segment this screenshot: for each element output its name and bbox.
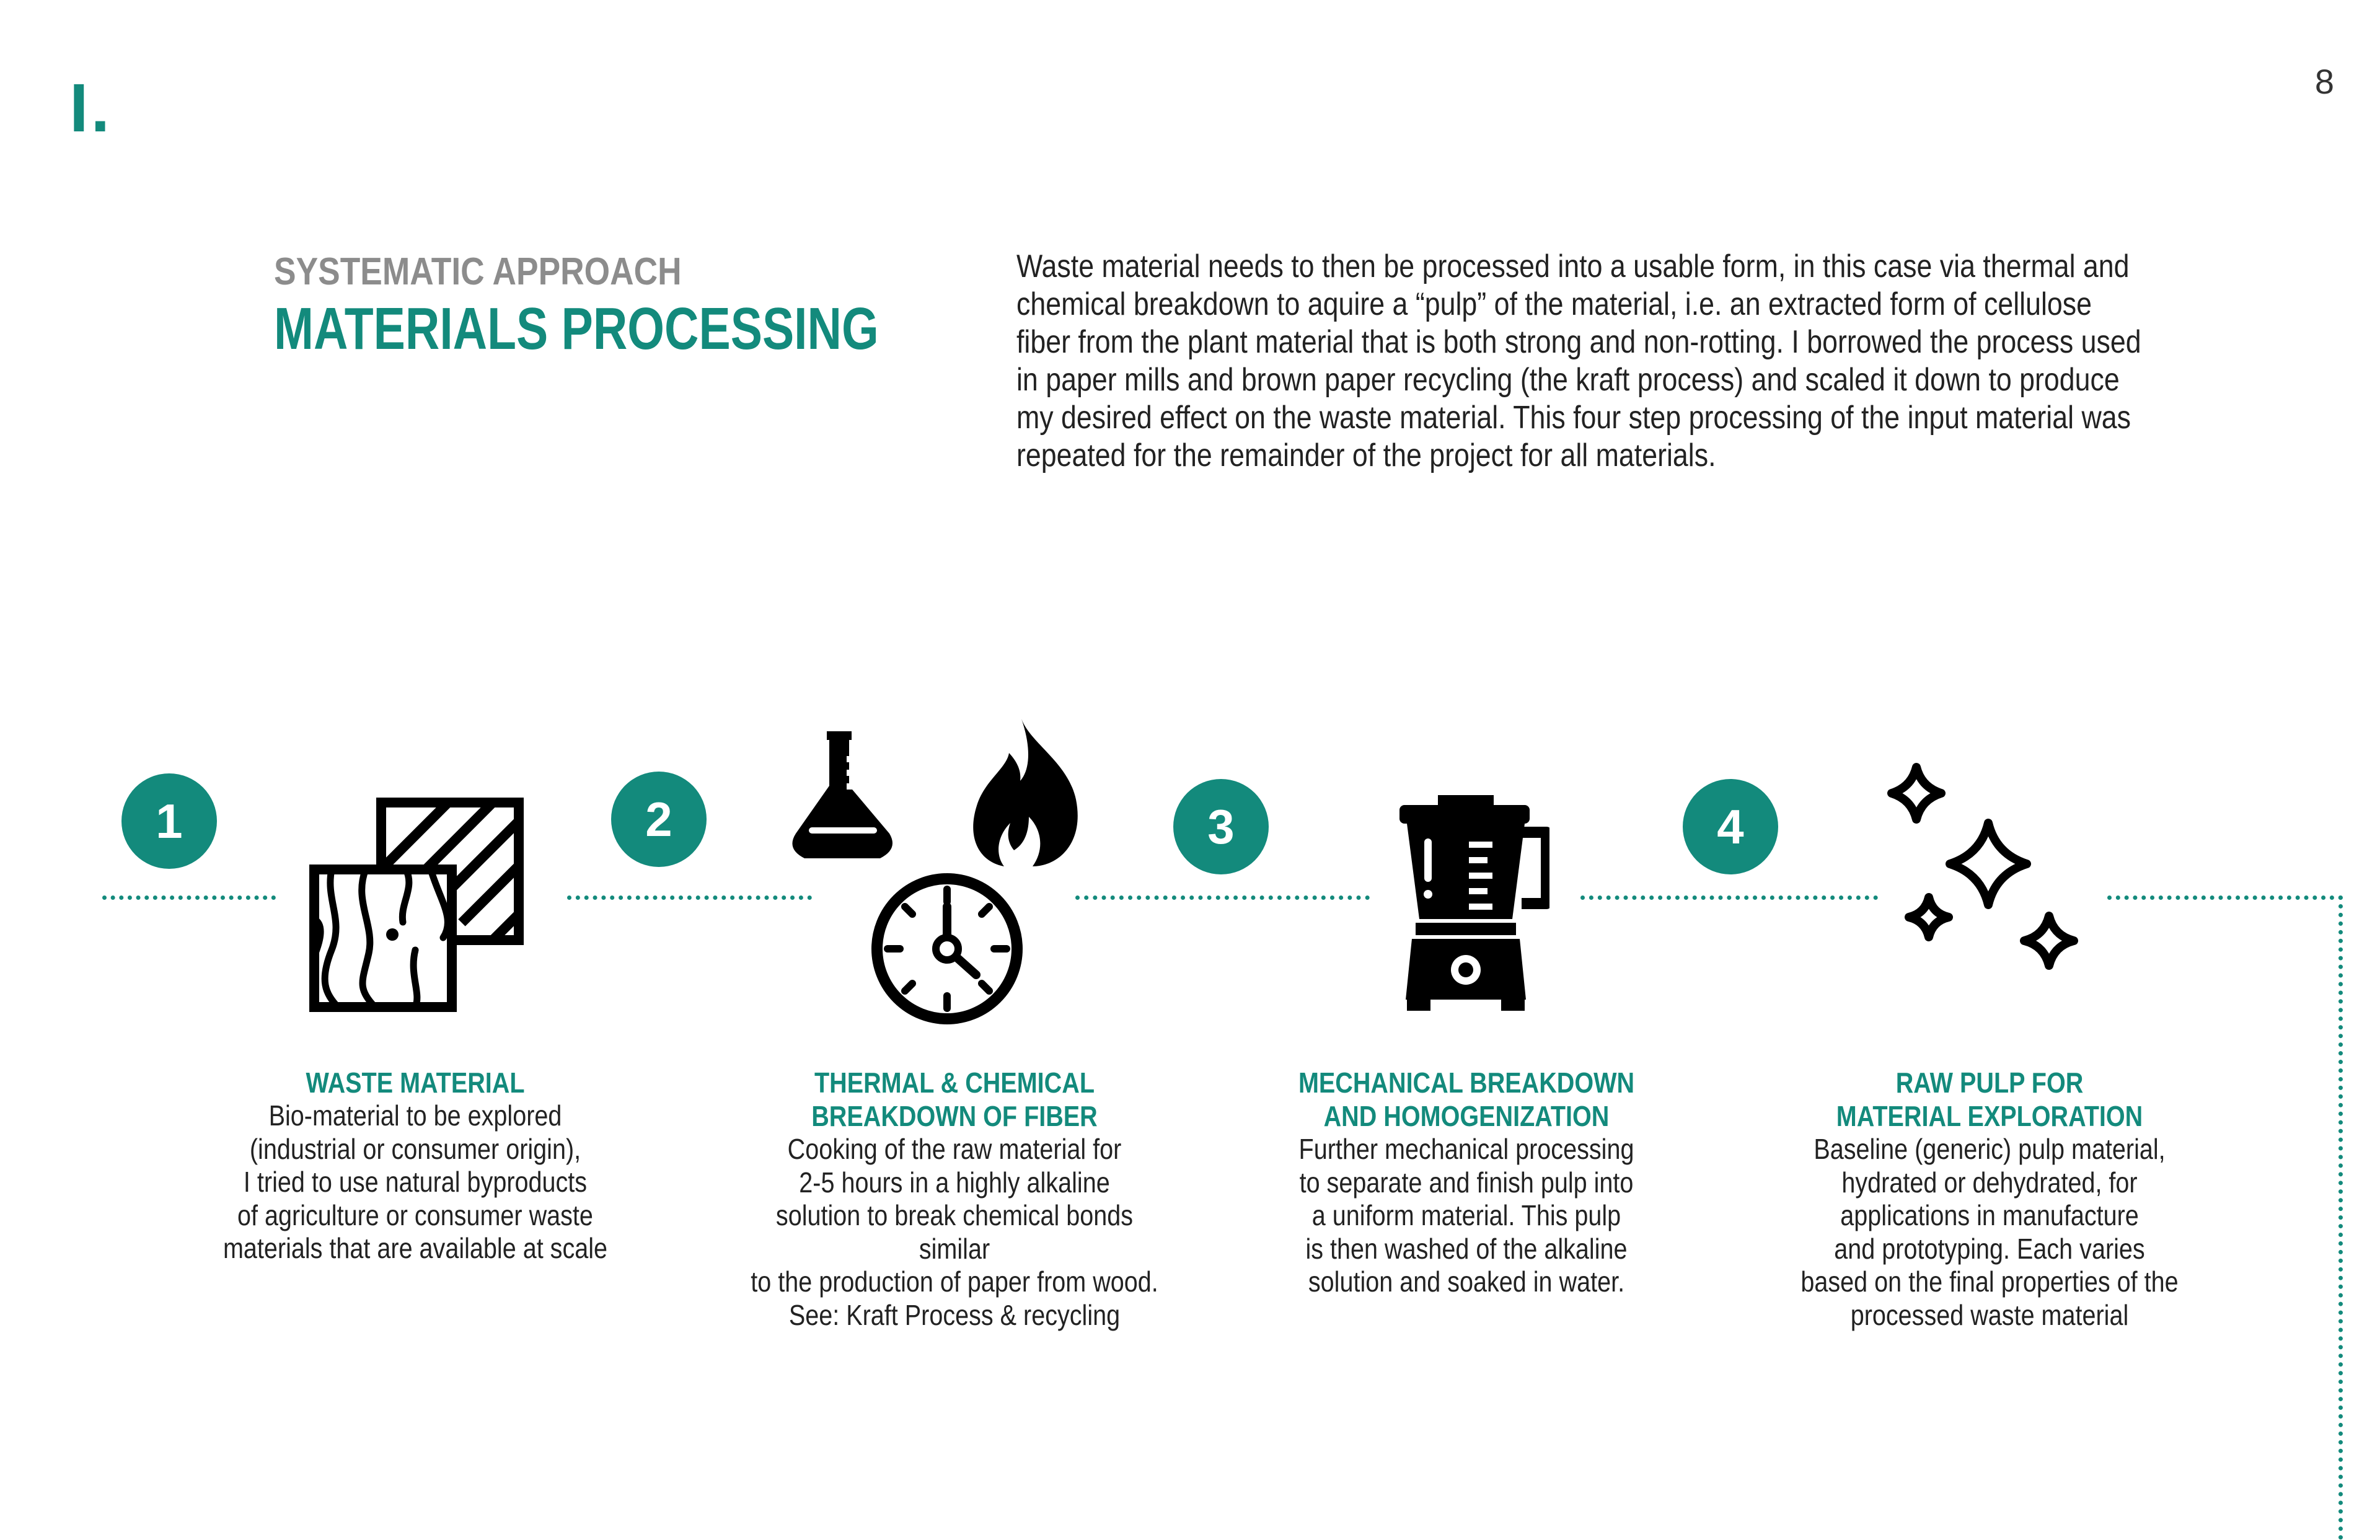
- step-description: Further mechanical processing to separate and finish pulp into a uniform material. This pulp is then washed of the alkaline solution and soaked in water.: [1298, 1133, 1634, 1298]
- step-caption: [1742, 1066, 2237, 1332]
- step-title: RAW PULP FOR MATERIAL EXPLORATION: [1836, 1067, 2143, 1132]
- section-numeral: I.: [69, 70, 113, 146]
- step-title: MECHANICAL BREAKDOWN AND HOMOGENIZATION: [1298, 1067, 1635, 1132]
- clock-icon: [868, 869, 1026, 1028]
- connector-dots: [1075, 895, 1370, 900]
- page-title: MATERIALS PROCESSING: [274, 296, 879, 362]
- step-caption: [167, 1066, 663, 1265]
- step-number-badge: 2: [611, 772, 707, 867]
- step-description: Baseline (generic) pulp material, hydrated or dehydrated, for applications in manufacture and prototyping. Each varies based on the final properties of the processed waste material: [1800, 1133, 2179, 1331]
- step-title: WASTE MATERIAL: [306, 1067, 525, 1099]
- section-kicker: SYSTEMATIC APPROACH: [274, 250, 682, 293]
- flame-icon: [972, 719, 1083, 868]
- step-caption: [1219, 1066, 1714, 1299]
- step-number-badge: 1: [121, 773, 217, 869]
- flask-icon: [787, 731, 911, 861]
- connector-dots: [567, 895, 812, 900]
- step-caption: [707, 1066, 1202, 1332]
- blender-icon: [1395, 795, 1549, 1012]
- connector-dots: [102, 895, 276, 900]
- connector-dots: [1580, 895, 1878, 900]
- intro-paragraph: Waste material needs to then be processed into a usable form, in this case via thermal and chemical breakdown to aquire a “pulp” of the material, i.e. an extracted form of cellulose fiber from the plant material that is both strong and non-rotting. I borrowed the process used in paper mills and brown paper recycling (the kraft process) and scaled it down to produce my desired effect on the waste material. This four step processing of the input material was repeated for the remainder of the project for all materials.: [1016, 249, 2141, 473]
- step-number-badge: 4: [1683, 779, 1778, 874]
- step-title: THERMAL & CHEMICAL BREAKDOWN OF FIBER: [811, 1067, 1098, 1132]
- step-description: Cooking of the raw material for 2-5 hours in a highly alkaline solution to break chemical bonds similar to the production of paper from wood. See: Kraft Process & recycling: [751, 1133, 1158, 1331]
- sparkles-icon: [1884, 761, 2107, 990]
- connector-dots: [2107, 895, 2343, 900]
- connector-dots-vertical: [2338, 895, 2343, 1540]
- page-number: 8: [2314, 62, 2334, 101]
- wood-texture-icon: [307, 795, 524, 1012]
- step-number-badge: 3: [1173, 779, 1269, 874]
- step-description: Bio-material to be explored (industrial or consumer origin), I tried to use natural byproducts of agriculture or consumer waste materials that are available at scale: [223, 1099, 608, 1264]
